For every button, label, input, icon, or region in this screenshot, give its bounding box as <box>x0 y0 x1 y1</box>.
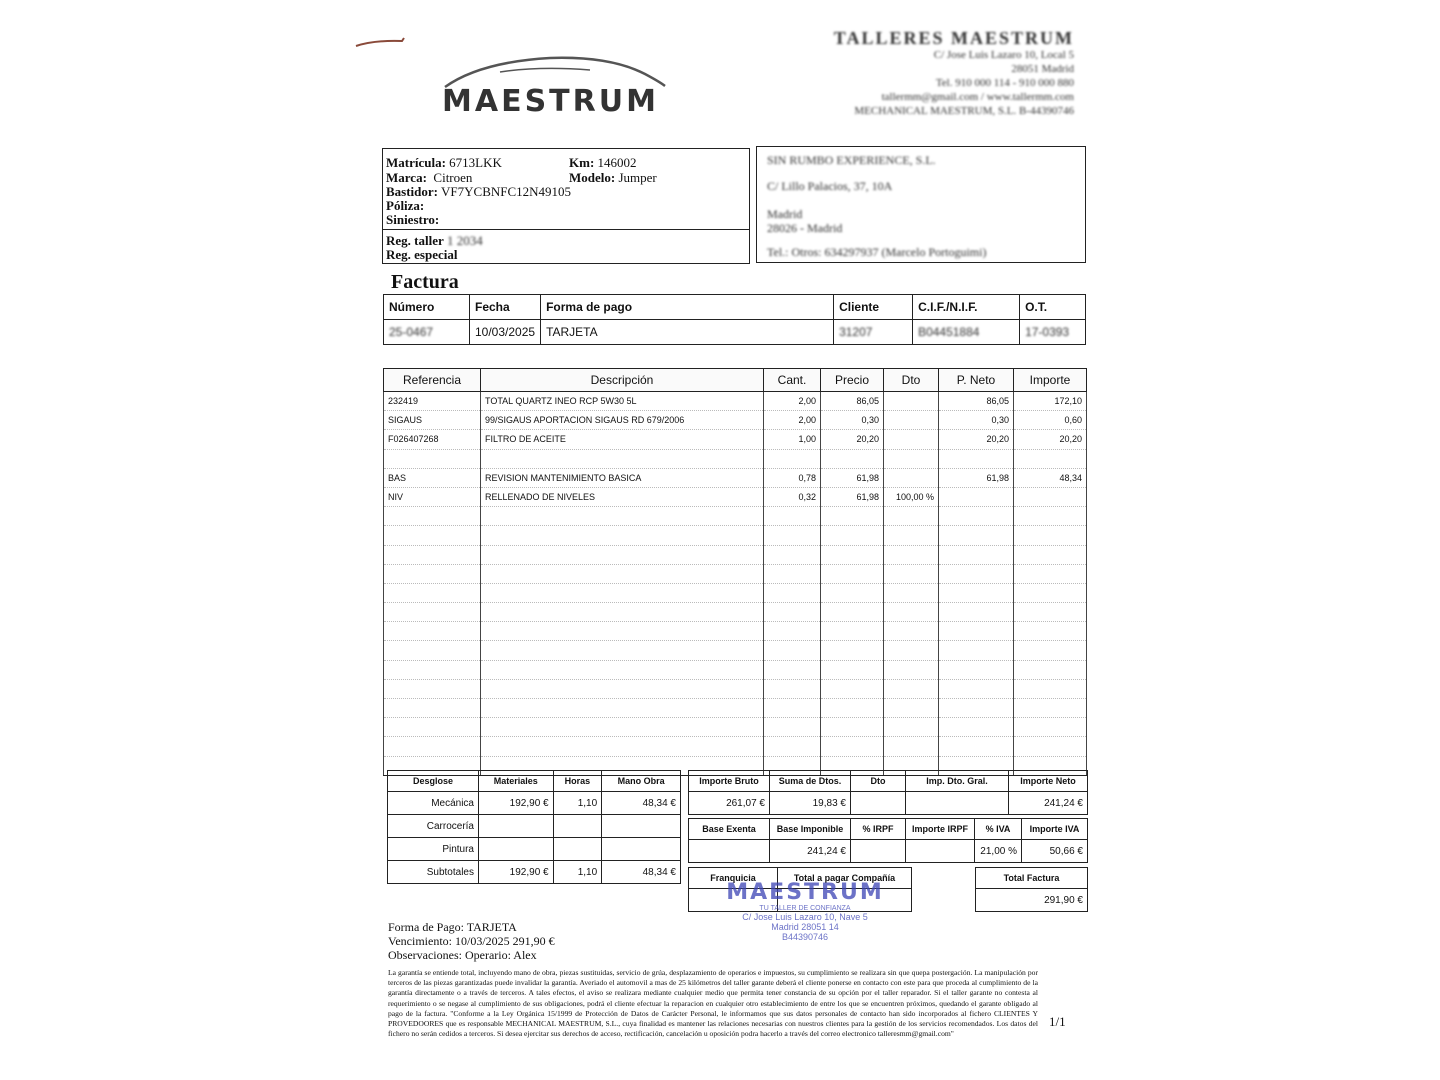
table-cell: 1,00 <box>764 430 821 449</box>
table-cell <box>384 545 481 564</box>
table-cell <box>481 526 764 545</box>
header-cliente: Cliente <box>834 295 913 320</box>
total-factura-label: Total Factura <box>976 868 1088 889</box>
bastidor-value: VF7YCBNFC12N49105 <box>441 184 572 199</box>
table-cell <box>1014 487 1087 506</box>
t2-header: Base Exenta <box>689 819 770 840</box>
table-cell <box>1014 641 1087 660</box>
table-row <box>384 699 1087 718</box>
table-cell <box>884 564 939 583</box>
table-cell <box>764 449 821 468</box>
table-cell <box>884 583 939 602</box>
compania-header: Total a pagar Compañía <box>778 868 912 889</box>
table-cell: 86,05 <box>821 392 884 411</box>
value-cif: B04451884 <box>913 320 1020 345</box>
table-cell <box>481 622 764 641</box>
header-fecha: Fecha <box>470 295 541 320</box>
col-pneto: P. Neto <box>939 369 1014 392</box>
table-cell <box>384 641 481 660</box>
value-fecha: 10/03/2025 <box>470 320 541 345</box>
table-cell <box>821 564 884 583</box>
importe-bruto: 261,07 € <box>689 792 770 815</box>
t2-header: Base Imponible <box>770 819 851 840</box>
header-numero: Número <box>384 295 470 320</box>
stamp-line2: TU TALLER DE CONFIANZA <box>759 905 851 912</box>
t1-header: Importe Neto <box>1009 771 1088 792</box>
table-row <box>384 487 1087 506</box>
table-cell <box>764 545 821 564</box>
table-cell <box>884 737 939 756</box>
t1-header: Imp. Dto. Gral. <box>906 771 1009 792</box>
table-cell <box>481 564 764 583</box>
invoice-title: Factura <box>391 271 459 293</box>
col-importe: Importe <box>1014 369 1087 392</box>
reg-taller-label: Reg. taller <box>386 233 444 248</box>
col-descripcion: Descripción <box>481 369 764 392</box>
table-cell <box>821 737 884 756</box>
importe-irpf <box>906 840 975 863</box>
bd-cell <box>602 815 681 838</box>
table-cell: 99/SIGAUS APORTACION SIGAUS RD 679/2006 <box>481 411 764 430</box>
reg-taller-value: 1 2034 <box>447 233 483 248</box>
stamp-line4: Madrid 28051 14 <box>771 922 839 932</box>
bd-header-mano-obra: Mano Obra <box>602 771 681 792</box>
table-cell: 2,00 <box>764 392 821 411</box>
modelo-value: Jumper <box>618 170 657 185</box>
table-cell <box>384 622 481 641</box>
table-cell: TOTAL QUARTZ INEO RCP 5W30 5L <box>481 392 764 411</box>
km-label: Km: <box>569 155 595 170</box>
bd-cell <box>479 815 554 838</box>
client-address: C/ Lillo Palacios, 37, 10A <box>767 179 893 193</box>
table-cell <box>884 430 939 449</box>
table-cell <box>764 737 821 756</box>
breakdown-table <box>387 770 681 884</box>
table-cell <box>481 583 764 602</box>
table-cell <box>384 507 481 526</box>
table-cell <box>1014 622 1087 641</box>
table-cell <box>764 660 821 679</box>
table-cell <box>821 449 884 468</box>
stamp-name: MAESTRUM <box>726 880 884 905</box>
t1-header: Importe Bruto <box>689 771 770 792</box>
table-cell <box>384 737 481 756</box>
bd-label: Carrocería <box>388 815 479 838</box>
bastidor-label: Bastidor: <box>386 184 438 199</box>
table-cell <box>1014 507 1087 526</box>
payment-info <box>388 920 555 962</box>
value-numero: 25-0467 <box>384 320 470 345</box>
client-city: Madrid <box>767 207 803 221</box>
company-stamp <box>700 880 910 960</box>
dto-value <box>851 792 906 815</box>
t1-header: Suma de Dtos. <box>770 771 851 792</box>
table-cell <box>821 641 884 660</box>
total-factura-value: 291,90 € <box>976 889 1088 912</box>
bd-label: Subtotales <box>388 861 479 884</box>
table-cell <box>821 622 884 641</box>
bd-label: Mecánica <box>388 792 479 815</box>
bd-label: Pintura <box>388 838 479 861</box>
bd-cell <box>553 838 602 861</box>
t2-header: Importe IRPF <box>906 819 975 840</box>
reg-especial-label: Reg. especial <box>386 247 458 262</box>
marca-label: Marca: <box>386 170 427 185</box>
bd-cell: 192,90 € <box>479 792 554 815</box>
value-forma-pago: TARJETA <box>541 320 834 345</box>
table-cell: 2,00 <box>764 411 821 430</box>
table-cell <box>1014 737 1087 756</box>
table-cell <box>764 603 821 622</box>
table-cell <box>481 507 764 526</box>
table-cell <box>384 564 481 583</box>
table-cell <box>821 526 884 545</box>
table-row <box>384 411 1087 430</box>
table-row <box>384 545 1087 564</box>
table-cell <box>821 583 884 602</box>
table-cell: 20,20 <box>1014 430 1087 449</box>
table-row <box>384 679 1087 698</box>
table-cell: 0,30 <box>821 411 884 430</box>
table-cell <box>939 718 1014 737</box>
table-cell: 0,30 <box>939 411 1014 430</box>
t2-header: % IVA <box>975 819 1022 840</box>
table-cell <box>939 564 1014 583</box>
client-info-box <box>756 146 1086 263</box>
table-cell <box>1014 718 1087 737</box>
table-cell <box>939 660 1014 679</box>
table-cell <box>764 564 821 583</box>
totals-tax-table <box>688 818 1088 863</box>
table-cell <box>884 545 939 564</box>
col-referencia: Referencia <box>384 369 481 392</box>
table-cell: 232419 <box>384 392 481 411</box>
table-cell <box>1014 583 1087 602</box>
col-cant: Cant. <box>764 369 821 392</box>
totals-net-table <box>688 770 1088 815</box>
table-cell <box>884 718 939 737</box>
table-row <box>384 583 1087 602</box>
table-cell <box>764 718 821 737</box>
col-dto: Dto <box>884 369 939 392</box>
table-cell <box>884 679 939 698</box>
table-row <box>384 641 1087 660</box>
bd-header-desglose: Desglose <box>388 771 479 792</box>
table-cell <box>821 603 884 622</box>
table-cell: 172,10 <box>1014 392 1087 411</box>
stamp-line3: C/ Jose Luis Lazaro 10, Nave 5 <box>742 912 868 922</box>
table-cell: F026407268 <box>384 430 481 449</box>
table-cell: 48,34 <box>1014 468 1087 487</box>
base-imponible: 241,24 € <box>770 840 851 863</box>
table-cell <box>481 603 764 622</box>
table-cell <box>884 699 939 718</box>
invoice-lines-table <box>383 368 1087 776</box>
bd-cell <box>479 838 554 861</box>
table-row <box>384 430 1087 449</box>
t2-header: % IRPF <box>851 819 906 840</box>
company-info <box>834 28 1074 118</box>
company-email: tallermm@gmail.com / www.tallermm.com <box>881 91 1074 103</box>
table-cell: 20,20 <box>821 430 884 449</box>
client-name: SIN RUMBO EXPERIENCE, S.L. <box>767 153 936 167</box>
company-phone: Tel. 910 000 114 - 910 000 880 <box>935 77 1074 89</box>
pct-iva: 21,00 % <box>975 840 1022 863</box>
bd-cell: 1,10 <box>553 861 602 884</box>
header-forma-pago: Forma de pago <box>541 295 834 320</box>
table-row <box>384 449 1087 468</box>
client-postal: 28026 - Madrid <box>767 221 843 235</box>
table-cell <box>384 699 481 718</box>
table-cell: 61,98 <box>939 468 1014 487</box>
pct-irpf <box>851 840 906 863</box>
table-cell <box>764 583 821 602</box>
table-cell <box>939 526 1014 545</box>
table-cell <box>1014 526 1087 545</box>
table-cell <box>764 699 821 718</box>
bd-cell: 48,34 € <box>602 792 681 815</box>
table-cell <box>384 526 481 545</box>
table-cell <box>384 603 481 622</box>
table-cell <box>1014 449 1087 468</box>
table-cell: 20,20 <box>939 430 1014 449</box>
t2-header: Importe IVA <box>1022 819 1088 840</box>
table-cell <box>384 583 481 602</box>
table-row <box>384 737 1087 756</box>
importe-iva: 50,66 € <box>1022 840 1088 863</box>
table-cell: NIV <box>384 487 481 506</box>
suma-dtos: 19,83 € <box>770 792 851 815</box>
stamp-line5: B44390746 <box>781 932 829 942</box>
table-cell <box>884 468 939 487</box>
table-cell <box>821 699 884 718</box>
client-phone: Tel.: Otros: 634297937 (Marcelo Portoguimi) <box>767 245 987 259</box>
table-cell <box>884 660 939 679</box>
table-cell <box>1014 564 1087 583</box>
table-cell <box>939 699 1014 718</box>
table-cell <box>821 545 884 564</box>
legal-text: La garantía se entiende total, incluyendo mano de obra, piezas sustituidas, servicio de grúa, desplazamiento de operarios e impuestos, su cumplimiento se realizara sin que quepa postergación. La manipulación por terceros de las piezas garantizadas puede invalidar la garantía. Averiado el automovil a mas de 25 kilómetros del taller garante deberá el cliente ponerse en contacto con este para que proceda al cumplimiento de la garantía directamente o a través de terceros. A tales efectos, el aviso se realizara mediante cualquier medio que permita tener constancia de su opción por el taller reparador. Si el taller garante no contesta al requerimiento o se negase al cumplimiento de sus obligaciones, podrá el cliente efectuar la reparacion en cualquier otro establecimiento de entre los que se encuentren próximos, quedando el garante obligado al pago de la factura. "Conforme a la Ley Orgánica 15/1999 de Protección de Datos de Carácter Personal, le informamos que sus datos personales de contacto han sido incorporados al fichero CLIENTES Y PROVEDOORES que es responsable MECHANICAL MAESTRUM, S.L., cuya finalidad es mantener las relaciones necesarias con nuestros clientes para la gestión de los servicios recomendados. Los datos del fichero no serán cedidos a terceros. Si desea ejercitar sus derechos de acceso, rectificación, cancelación u oposición podra hacerlo a través del correo electronico talleresmm@gmail.com" <box>388 968 1038 1039</box>
table-cell <box>939 603 1014 622</box>
pen-mark <box>354 36 408 50</box>
table-cell <box>764 507 821 526</box>
table-cell <box>939 545 1014 564</box>
bd-cell: 1,10 <box>553 792 602 815</box>
marca-value: Citroen <box>433 170 473 185</box>
table-row <box>384 564 1087 583</box>
table-cell <box>481 737 764 756</box>
table-cell <box>481 641 764 660</box>
header-ot: O.T. <box>1020 295 1086 320</box>
table-cell <box>481 699 764 718</box>
col-precio: Precio <box>821 369 884 392</box>
table-row <box>384 622 1087 641</box>
table-cell <box>939 641 1014 660</box>
table-cell <box>1014 699 1087 718</box>
table-cell <box>939 679 1014 698</box>
table-cell <box>764 526 821 545</box>
table-cell <box>884 392 939 411</box>
invoice-header-table <box>383 294 1086 345</box>
table-cell <box>884 411 939 430</box>
company-address: C/ Jose Luis Lazaro 10, Local 5 <box>933 49 1074 61</box>
table-cell <box>884 449 939 468</box>
value-ot: 17-0393 <box>1020 320 1086 345</box>
bd-cell <box>553 815 602 838</box>
table-cell <box>884 526 939 545</box>
table-cell <box>821 660 884 679</box>
table-cell <box>384 679 481 698</box>
table-cell <box>821 718 884 737</box>
vencimiento-line: Vencimiento: 10/03/2025 291,90 € <box>388 934 555 948</box>
base-exenta <box>689 840 770 863</box>
table-cell <box>1014 660 1087 679</box>
table-cell <box>939 507 1014 526</box>
table-row <box>384 468 1087 487</box>
value-cliente: 31207 <box>834 320 913 345</box>
table-cell: FILTRO DE ACEITE <box>481 430 764 449</box>
table-cell: BAS <box>384 468 481 487</box>
table-cell <box>384 718 481 737</box>
page-number: 1/1 <box>1049 1014 1066 1029</box>
importe-neto: 241,24 € <box>1009 792 1088 815</box>
franquicia-header: Franquicia <box>689 868 778 889</box>
table-cell <box>884 603 939 622</box>
bd-header-materiales: Materiales <box>479 771 554 792</box>
table-row <box>384 660 1087 679</box>
table-row <box>384 603 1087 622</box>
table-cell: 86,05 <box>939 392 1014 411</box>
table-cell <box>1014 603 1087 622</box>
poliza-label: Póliza: <box>386 198 425 213</box>
table-row <box>384 526 1087 545</box>
table-cell <box>481 660 764 679</box>
forma-pago-line: Forma de Pago: TARJETA <box>388 920 517 934</box>
siniestro-label: Siniestro: <box>386 212 440 227</box>
table-cell <box>884 622 939 641</box>
modelo-label: Modelo: <box>569 170 616 185</box>
table-row <box>384 392 1087 411</box>
bd-header-horas: Horas <box>553 771 602 792</box>
table-cell <box>939 487 1014 506</box>
table-cell: RELLENADO DE NIVELES <box>481 487 764 506</box>
table-cell <box>764 679 821 698</box>
company-cif: MECHANICAL MAESTRUM, S.L. B-44390746 <box>854 105 1074 117</box>
table-cell <box>939 622 1014 641</box>
table-cell <box>939 449 1014 468</box>
bd-cell: 48,34 € <box>602 861 681 884</box>
table-cell <box>939 583 1014 602</box>
table-cell <box>481 449 764 468</box>
matricula-label: Matrícula: <box>386 155 446 170</box>
table-cell: REVISION MANTENIMIENTO BASICA <box>481 468 764 487</box>
table-cell <box>764 641 821 660</box>
table-cell <box>1014 545 1087 564</box>
divider <box>383 229 749 230</box>
table-cell: 0,60 <box>1014 411 1087 430</box>
table-cell <box>939 737 1014 756</box>
vehicle-info-box <box>382 148 750 264</box>
company-name: TALLERES MAESTRUM <box>833 28 1074 48</box>
bd-cell: 192,90 € <box>479 861 554 884</box>
table-cell <box>821 679 884 698</box>
table-cell <box>481 718 764 737</box>
table-row <box>384 718 1087 737</box>
t1-header: Dto <box>851 771 906 792</box>
total-invoice-table <box>975 867 1088 912</box>
company-city: 28051 Madrid <box>1011 63 1074 75</box>
table-cell: 61,98 <box>821 487 884 506</box>
table-cell <box>481 545 764 564</box>
matricula-value: 6713LKK <box>449 155 502 170</box>
table-cell <box>384 449 481 468</box>
bd-cell <box>602 838 681 861</box>
header-cif: C.I.F./N.I.F. <box>913 295 1020 320</box>
imp-dto-gral <box>906 792 1009 815</box>
observaciones-line: Observaciones: Operario: Alex <box>388 948 537 962</box>
table-cell <box>884 507 939 526</box>
table-cell: 61,98 <box>821 468 884 487</box>
logo-text: MAESTRUM <box>442 84 659 119</box>
km-value: 146002 <box>597 155 637 170</box>
table-cell: 0,78 <box>764 468 821 487</box>
table-cell <box>764 622 821 641</box>
table-cell <box>821 507 884 526</box>
table-cell <box>384 660 481 679</box>
table-cell <box>481 679 764 698</box>
table-cell: SIGAUS <box>384 411 481 430</box>
table-cell: 100,00 % <box>884 487 939 506</box>
table-cell <box>1014 679 1087 698</box>
table-cell: 0,32 <box>764 487 821 506</box>
table-row <box>384 507 1087 526</box>
table-cell <box>884 641 939 660</box>
